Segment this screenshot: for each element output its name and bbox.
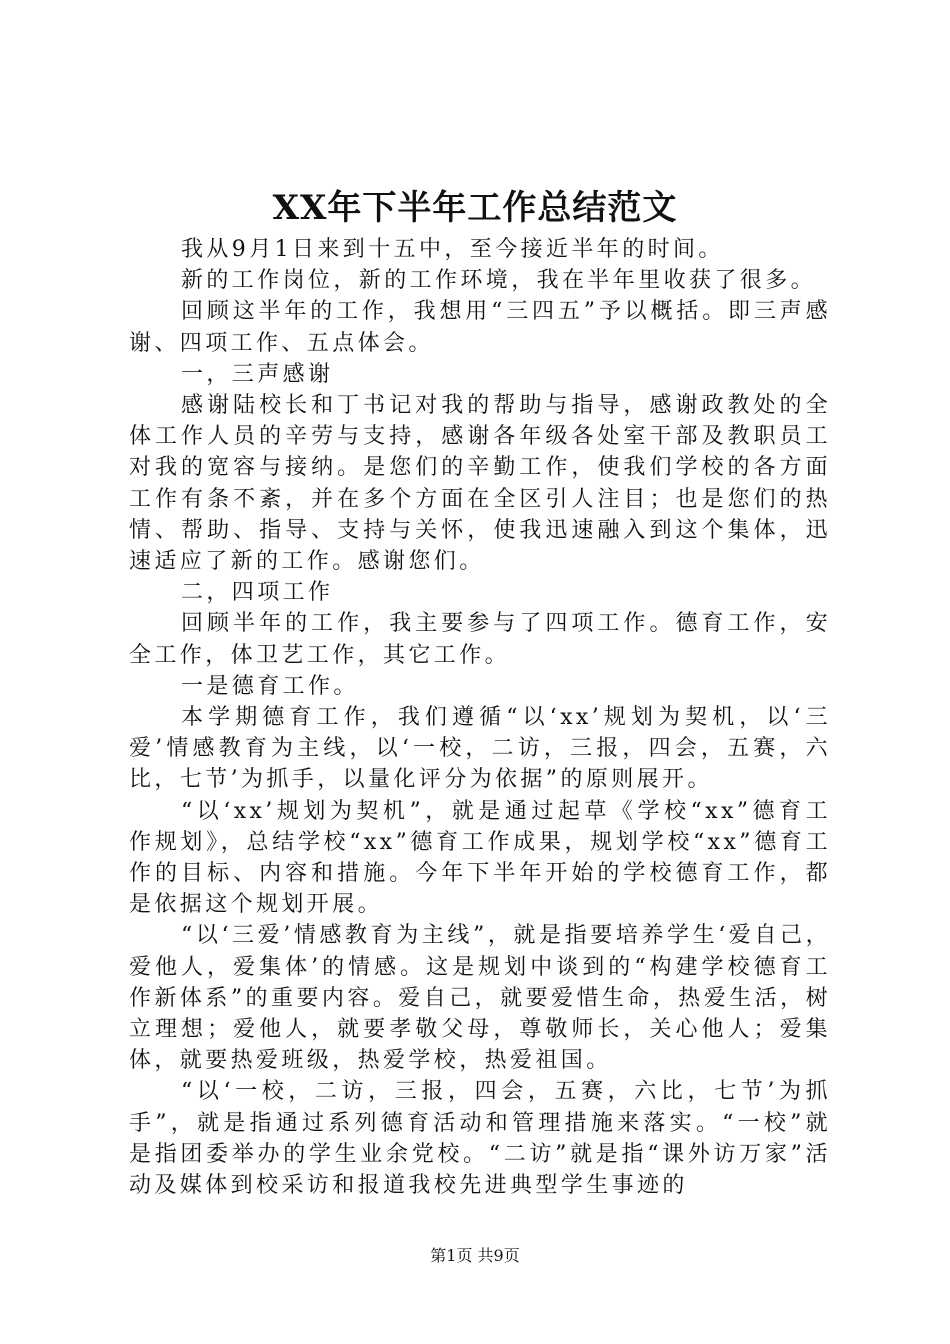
subsection-heading: 一是德育工作。 bbox=[181, 673, 359, 699]
paragraph: 我从9月1日来到十五中，至今接近半年的时间。 bbox=[181, 237, 724, 262]
section-heading: 二，四项工作 bbox=[181, 580, 334, 606]
paragraph: 本学期德育工作，我们遵循“以‘xx’规划为契机，以‘三爱’情感教育为主线，以‘一校，二访，三报，四会，五赛，六比，七节’为抓手，以量化评分为依据”的原则展开。 bbox=[129, 705, 831, 793]
page-footer: 第1页 共9页 bbox=[430, 1246, 520, 1265]
paragraph: “以‘一校，二访，三报，四会，五赛，六比，七节’为抓手”，就是指通过系列德育活动和管理措施来落实。“一校”就是指团委举办的学生业余党校。“二访”就是指“课外访万家”活动及媒体到校采访和报道我校先进典型学生事迹的 bbox=[129, 1079, 831, 1199]
document-body bbox=[129, 234, 831, 1201]
paragraph: 新的工作岗位，新的工作环境，我在半年里收获了很多。 bbox=[181, 268, 817, 294]
section-heading: 一，三声感谢 bbox=[181, 361, 334, 387]
paragraph: 回顾半年的工作，我主要参与了四项工作。德育工作，安全工作，体卫艺工作，其它工作。 bbox=[129, 611, 831, 668]
document-title: XX年下半年工作总结范文 bbox=[272, 188, 678, 228]
paragraph: “以‘xx’规划为契机”，就是通过起草《学校“xx”德育工作规划》，总结学校“xx”德育工作成果，规划学校“xx”德育工作的目标、内容和措施。今年下半年开始的学校德育工作，都是依据这个规划开展。 bbox=[129, 798, 831, 918]
paragraph: “以‘三爱’情感教育为主线”，就是指要培养学生‘爱自己，爱他人，爱集体’的情感。这是规划中谈到的“构建学校德育工作新体系”的重要内容。爱自己，就要爱惜生命，热爱生活，树立理想；爱他人，就要孝敬父母，尊敬师长，关心他人；爱集体，就要热爱班级，热爱学校，热爱祖国。 bbox=[129, 923, 831, 1074]
paragraph: 感谢陆校长和丁书记对我的帮助与指导，感谢政教处的全体工作人员的辛劳与支持，感谢各年级各处室干部及教职员工对我的宽容与接纳。是您们的辛勤工作，使我们学校的各方面工作有条不紊，并在多个方面在全区引人注目；也是您们的热情、帮助、指导、支持与关怀，使我迅速融入到这个集体，迅速适应了新的工作。感谢您们。 bbox=[129, 393, 831, 575]
paragraph: 回顾这半年的工作，我想用“三四五”予以概括。即三声感谢、四项工作、五点体会。 bbox=[129, 299, 831, 356]
